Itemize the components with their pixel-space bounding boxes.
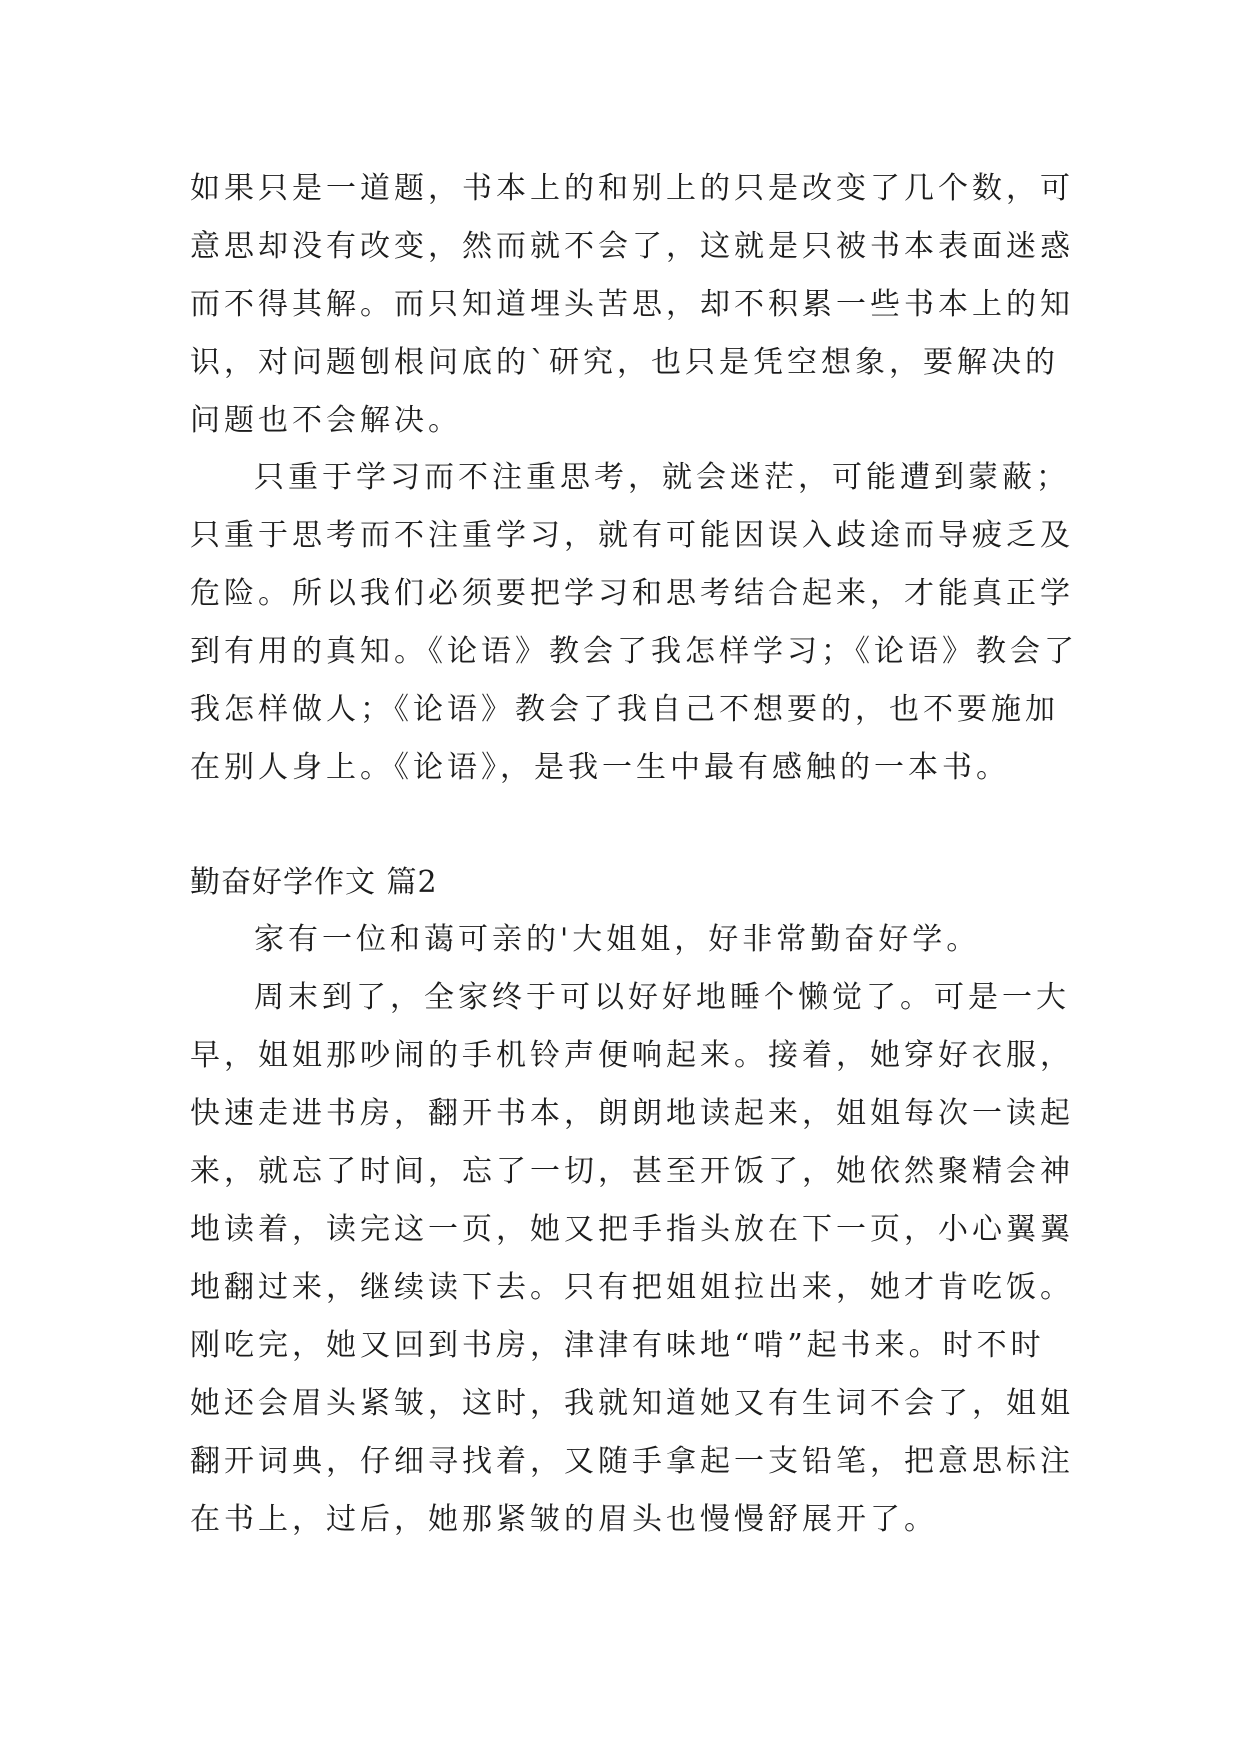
text-line: 而不得其解。而只知道埋头苦思，却不积累一些书本上的知 — [190, 287, 1074, 322]
text-line: 来，就忘了时间，忘了一切，甚至开饭了，她依然聚精会神 — [190, 1154, 1074, 1189]
paragraph-1 — [190, 160, 1074, 450]
text-line: 到有用的真知。《论语》教会了我怎样学习；《论语》教会了 — [190, 634, 1078, 669]
text-line: 如果只是一道题，书本上的和别上的只是改变了几个数，可 — [190, 171, 1074, 206]
text-line: 快速走进书房，翻开书本，朗朗地读起来，姐姐每次一读起 — [190, 1096, 1074, 1131]
section-heading — [190, 854, 1060, 912]
paragraph-3-and-4 — [190, 911, 1074, 1549]
text-line: 只重于学习而不注重思考，就会迷茫，可能遭到蒙蔽； — [254, 460, 1070, 495]
text-line: 刚吃完，她又回到书房，津津有味地“啃”起书来。时不时 — [190, 1328, 1045, 1363]
text-line: 翻开词典，仔细寻找着，又随手拿起一支铅笔，把意思标注 — [190, 1444, 1074, 1479]
text-line: 问题也不会解决。 — [190, 403, 462, 438]
section-heading-text: 勤奋好学作文 篇2 — [190, 865, 438, 900]
text-line: 在别人身上。《论语》，是我一生中最有感触的一本书。 — [190, 750, 1010, 785]
paragraph-2 — [190, 449, 1078, 797]
text-line: 早，姐姐那吵闹的手机铃声便响起来。接着，她穿好衣服， — [190, 1038, 1074, 1073]
text-line: 识，对问题刨根问底的`研究，也只是凭空想象，要解决的 — [190, 345, 1059, 380]
text-line: 在书上，过后，她那紧皱的眉头也慢慢舒展开了。 — [190, 1502, 938, 1537]
text-line: 周末到了，全家终于可以好好地睡个懒觉了。可是一大 — [254, 980, 1070, 1015]
text-line: 地读着，读完这一页，她又把手指头放在下一页，小心翼翼 — [190, 1212, 1074, 1247]
text-line: 家有一位和蔼可亲的'大姐姐，好非常勤奋好学。 — [254, 922, 981, 957]
text-line: 危险。所以我们必须要把学习和思考结合起来，才能真正学 — [190, 576, 1074, 611]
text-line: 我怎样做人；《论语》教会了我自己不想要的，也不要施加 — [190, 692, 1059, 727]
text-line: 她还会眉头紧皱，这时，我就知道她又有生词不会了，姐姐 — [190, 1386, 1074, 1421]
text-line: 地翻过来，继续读下去。只有把姐姐拉出来，她才肯吃饭。 — [190, 1270, 1074, 1305]
text-line: 只重于思考而不注重学习，就有可能因误入歧途而导疲乏及 — [190, 518, 1074, 553]
text-line: 意思却没有改变，然而就不会了，这就是只被书本表面迷惑 — [190, 229, 1074, 264]
